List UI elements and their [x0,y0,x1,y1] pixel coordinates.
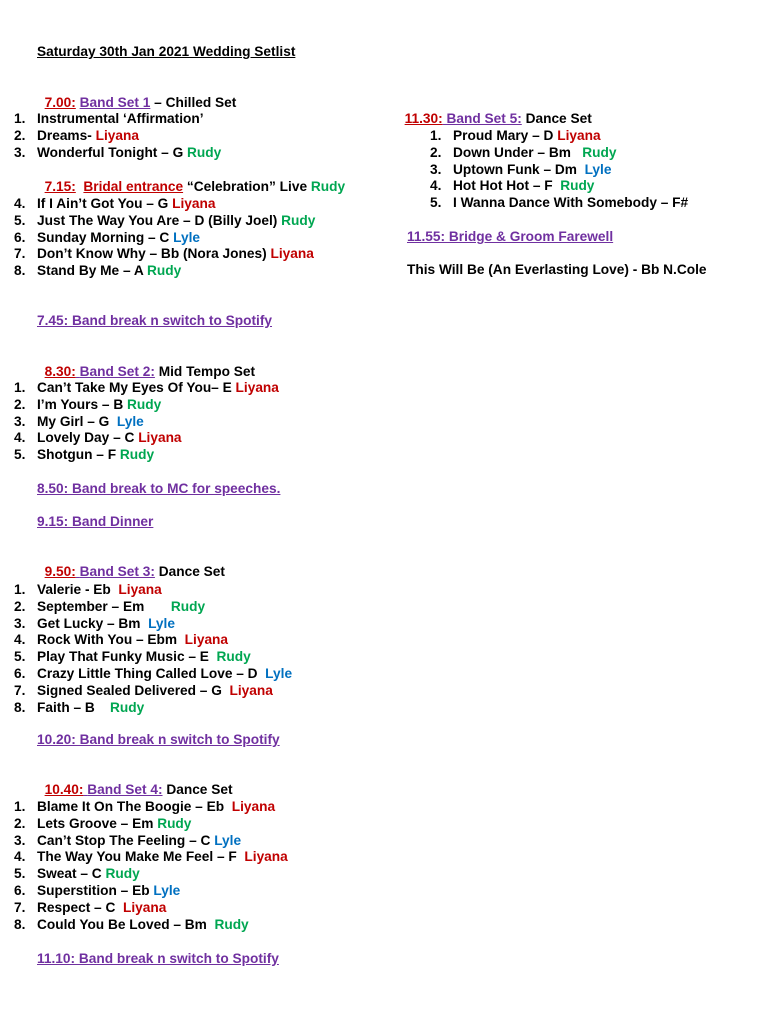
song-title: Can’t Stop The Feeling – C [37,832,215,848]
bridal-entrance-line [37,161,345,195]
singer-name: Lyle [214,832,242,848]
song-number: 1. [14,582,26,597]
set3-heading [37,546,225,580]
set5-name: Band Set 5: [446,111,522,126]
song-number: 1. [14,380,26,395]
song-entry [37,396,161,413]
set4-name: Band Set 4: [87,782,163,797]
set5-heading [397,93,592,127]
song-number: 3. [14,615,26,631]
singer-name: Liyana [235,380,279,395]
song-title: Proud Mary – D [453,128,558,143]
song-entry [37,581,162,598]
song-number: 8. [14,263,26,279]
song-title: Stand By Me – A [37,263,148,279]
song-number: 4. [14,632,26,648]
song-title: Instrumental ‘Affirmation’ [37,111,204,126]
song-number: 3. [14,144,26,160]
bridal-singer: Rudy [310,179,346,194]
song-number: 7. [14,899,26,915]
song-entry [37,598,205,615]
song-number: 7. [14,246,26,262]
singer-name: Rudy [105,866,140,882]
song-title: Down Under – Bm [453,144,583,160]
song-title: If I Ain’t Got You – G [37,196,173,211]
singer-name: Liyana [118,582,162,597]
song-entry [37,446,154,463]
song-entry [37,110,204,127]
set5-desc: Dance Set [521,111,592,126]
song-entry [453,144,617,161]
song-title: Sunday Morning – C [37,229,174,245]
song-title: Dreams- [37,127,96,143]
song-title: Wonderful Tonight – G [37,144,188,160]
bridal-song: “Celebration” Live [183,179,311,194]
song-title: Faith – B [37,699,111,715]
song-entry [37,832,241,849]
song-number: 4. [14,849,26,865]
song-title: Lets Groove – Em [37,815,158,831]
page-title: Saturday 30th Jan 2021 Wedding Setlist [37,44,296,59]
song-title: Could You Be Loved – Bm [37,916,215,932]
set2-time: 8.30: [44,364,76,379]
song-title: Valerie - Eb [37,582,119,597]
farewell: 11.55: Bridge & Groom Farewell [407,229,614,244]
song-entry [37,127,139,144]
song-entry [37,848,288,865]
song-entry [453,194,688,211]
song-entry [453,127,601,144]
song-number: 1. [430,128,442,143]
set3-name: Band Set 3: [79,564,155,579]
singer-name: Liyana [244,849,288,865]
singer-name: Lyle [265,666,293,681]
set2-heading [37,346,255,380]
bridal-label: Bridal entrance [83,179,184,194]
song-entry [37,615,175,632]
song-number: 6. [14,229,26,245]
set2-desc: Mid Tempo Set [154,364,256,379]
song-entry [37,262,181,279]
song-title: Get Lucky – Bm [37,615,149,631]
song-entry [37,212,315,229]
song-entry [37,916,249,933]
singer-name: Rudy [214,916,249,932]
break-4: 11.10: Band break n switch to Spotify [37,951,279,966]
singer-name: Liyana [138,430,182,446]
song-number: 7. [14,682,26,698]
singer-name: Liyana [122,899,167,915]
set1-desc: – Chilled Set [150,95,237,110]
singer-name: Rudy [110,699,145,715]
song-number: 2. [14,396,26,412]
song-title: Crazy Little Thing Called Love – D [37,666,266,681]
singer-name: Liyana [231,799,276,814]
song-entry [37,144,221,161]
song-entry [453,177,594,194]
song-title: Uptown Funk – Dm [453,161,585,177]
break-3: 10.20: Band break n switch to Spotify [37,732,280,747]
set4-desc: Dance Set [162,782,233,797]
song-title: Hot Hot Hot – F [453,178,561,194]
song-entry [37,798,275,815]
song-number: 6. [14,883,26,898]
singer-name: Liyana [270,246,314,262]
song-number: 3. [430,161,442,177]
singer-name: Rudy [127,396,162,412]
song-title: Play That Funky Music – E [37,649,217,665]
song-title: Signed Sealed Delivered – G [37,682,230,698]
song-entry [37,682,273,699]
song-number: 5. [14,866,26,882]
singer-name: Rudy [281,212,316,228]
song-number: 2. [14,598,26,614]
song-title: September – Em [37,598,171,614]
song-number: 5. [14,649,26,665]
song-number: 4. [14,430,26,446]
last-song: This Will Be (An Everlasting Love) - Bb N.Cole [407,262,707,277]
song-title: Don’t Know Why – Bb (Nora Jones) [37,246,271,262]
song-entry [37,195,215,212]
singer-name: Lyle [153,883,181,898]
song-entry [37,245,314,262]
song-title: Superstition – Eb [37,883,154,898]
singer-name: Lyle [584,161,612,177]
song-number: 4. [14,196,26,211]
song-entry [37,229,200,246]
set1-heading [37,77,236,111]
song-title: Sweat – C [37,866,106,882]
song-entry [453,161,611,178]
bridal-time: 7.15: [44,179,76,194]
song-number: 5. [14,447,26,463]
song-number: 4. [430,178,442,194]
song-entry [37,665,292,682]
band-dinner: 9.15: Band Dinner [37,514,154,529]
singer-name: Lyle [116,413,144,429]
song-entry [37,429,182,446]
set3-time: 9.50: [44,564,76,579]
set1-name: Band Set 1 [79,95,151,110]
song-title: The Way You Make Me Feel – F [37,849,245,865]
singer-name: Lyle [173,229,201,245]
song-title: Rock With You – Ebm [37,632,185,648]
singer-name: Liyana [557,128,601,143]
song-title: Can’t Take My Eyes Of You– E [37,380,236,395]
singer-name: Rudy [187,144,222,160]
singer-name: Rudy [170,598,206,614]
song-entry [37,899,166,916]
song-number: 2. [430,144,442,160]
song-entry [37,815,191,832]
song-number: 8. [14,916,26,932]
song-number: 3. [14,832,26,848]
song-title: Blame It On The Boogie – Eb [37,799,232,814]
song-entry [37,865,140,882]
song-entry [37,631,228,648]
singer-name: Rudy [157,815,192,831]
song-title: I Wanna Dance With Somebody – F# [453,195,689,211]
break-2: 8.50: Band break to MC for speeches. [37,481,281,496]
song-number: 6. [14,666,26,681]
song-entry [37,413,144,430]
set5-time: 11.30: [404,111,443,126]
singer-name: Rudy [560,178,595,194]
singer-name: Rudy [147,263,182,279]
song-entry [37,699,144,716]
song-title: Respect – C [37,899,123,915]
singer-name: Lyle [148,615,175,631]
singer-name: Liyana [229,682,273,698]
break-1: 7.45: Band break n switch to Spotify [37,313,273,328]
song-title: Shotgun – F [37,447,120,463]
song-number: 1. [14,111,26,126]
song-number: 5. [14,212,26,228]
singer-name: Rudy [582,144,617,160]
set4-heading [37,764,233,798]
set3-desc: Dance Set [154,564,225,579]
singer-name: Rudy [216,649,251,665]
singer-name: Liyana [95,127,139,143]
song-number: 2. [14,127,26,143]
song-number: 3. [14,413,26,429]
song-number: 2. [14,815,26,831]
song-entry [37,882,180,899]
song-title: My Girl – G [37,413,117,429]
song-entry [37,648,251,665]
set1-time: 7.00: [44,95,76,110]
song-entry [37,379,279,396]
set4-time: 10.40: [44,782,84,797]
song-title: I’m Yours – B [37,396,128,412]
song-number: 8. [14,699,26,715]
song-title: Lovely Day – C [37,430,139,446]
song-title: Just The Way You Are – D (Billy Joel) [37,212,282,228]
song-number: 1. [14,799,26,814]
singer-name: Liyana [172,196,216,211]
song-number: 5. [430,195,442,211]
set2-name: Band Set 2: [79,364,155,379]
singer-name: Rudy [119,447,155,463]
singer-name: Liyana [184,632,229,648]
